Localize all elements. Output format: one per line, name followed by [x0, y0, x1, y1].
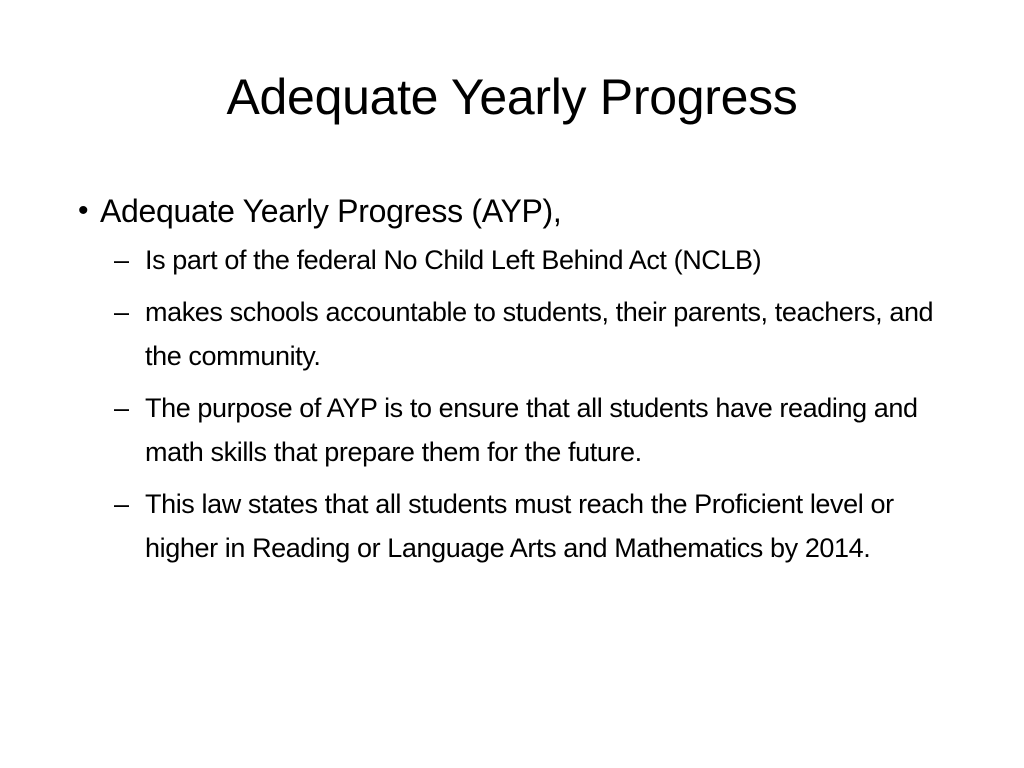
bullet-dot-icon: •	[78, 194, 89, 227]
bullet-text: Adequate Yearly Progress (AYP),	[100, 193, 562, 229]
sub-bullet-text: Is part of the federal No Child Left Behind Act (NCLB)	[145, 245, 762, 275]
slide-title: Adequate Yearly Progress	[226, 69, 798, 125]
sub-bullet-text: The purpose of AYP is to ensure that all students have reading and math skills that prepare them for the future.	[145, 393, 918, 467]
sub-bullet-item	[114, 482, 978, 570]
sub-bullet-list	[114, 238, 978, 570]
dash-icon: –	[114, 393, 130, 423]
sub-bullet-item	[114, 238, 978, 282]
sub-bullet-item	[114, 290, 978, 378]
dash-icon: –	[114, 245, 130, 275]
sub-bullet-text: makes schools accountable to students, their parents, teachers, and the community.	[145, 297, 934, 371]
dash-icon: –	[114, 489, 130, 519]
sub-bullet-item	[114, 386, 978, 474]
dash-icon: –	[114, 297, 130, 327]
bullet-item	[78, 188, 978, 234]
slide-content	[78, 188, 978, 578]
sub-bullet-text: This law states that all students must reach the Proficient level or higher in Reading or Language Arts and Mathematics by 2014.	[145, 489, 894, 563]
